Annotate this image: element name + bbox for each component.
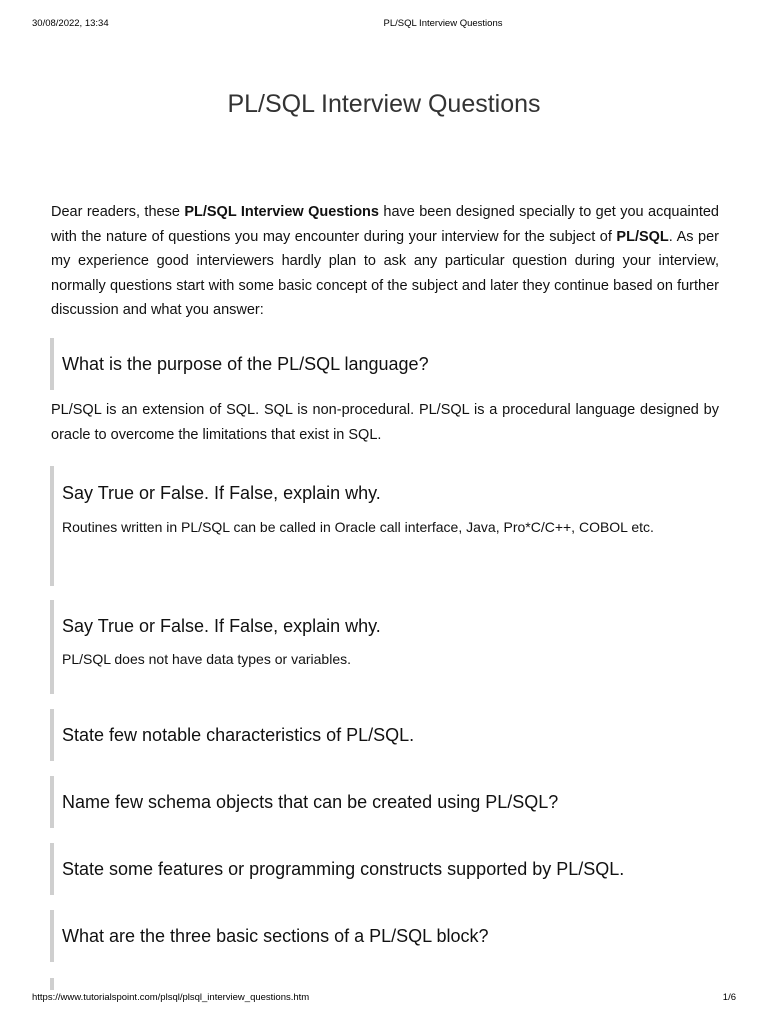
print-header — [0, 18, 768, 32]
question-text: Name few schema objects that can be created using PL/SQL? — [62, 792, 559, 812]
question-text: What are the three basic sections of a PL/SQL block? — [62, 926, 489, 946]
question-block — [50, 843, 720, 895]
intro-text-3: . As per my experience good interviewers hardly plan to ask any particular question during your interview, normally questions start with some basic concept of the subject and later they continue based on further discussion and what you answer: — [51, 228, 719, 318]
print-datetime: 30/08/2022, 13:34 — [32, 18, 109, 29]
question-statement: PL/SQL does not have data types or variables. — [62, 651, 351, 667]
print-doc-title: PL/SQL Interview Questions — [383, 18, 503, 29]
print-footer — [0, 992, 768, 1006]
question-text: What is the purpose of the PL/SQL language? — [62, 354, 429, 374]
print-url: https://www.tutorialspoint.com/plsql/plsql_interview_questions.htm — [32, 992, 310, 1003]
question-block-cutoff — [50, 978, 720, 990]
intro-bold-2: PL/SQL — [616, 228, 669, 245]
question-block — [50, 776, 720, 828]
question-text: State few notable characteristics of PL/SQL. — [62, 725, 415, 745]
intro-paragraph — [51, 200, 719, 323]
question-text: Say True or False. If False, explain why. — [62, 616, 381, 636]
page-title: PL/SQL Interview Questions — [227, 90, 541, 118]
question-block — [50, 338, 720, 390]
question-text: State some features or programming constructs supported by PL/SQL. — [62, 859, 625, 879]
page-number: 1/6 — [722, 992, 736, 1003]
question-block — [50, 600, 720, 694]
intro-text-2: have been designed specially to get you acquainted with the nature of questions you may encounter during your interview for the subject of — [51, 204, 719, 245]
question-block — [50, 910, 720, 962]
question-text: Say True or False. If False, explain why. — [62, 483, 381, 503]
question-statement: Routines written in PL/SQL can be called in Oracle call interface, Java, Pro*C/C++, COBOL etc. — [62, 519, 654, 535]
question-block — [50, 466, 720, 586]
intro-text-1: Dear readers, these — [51, 204, 185, 220]
answer-text: PL/SQL is an extension of SQL. SQL is non-procedural. PL/SQL is a procedural language designed by oracle to overcome the limitations that exist in SQL. — [51, 402, 719, 443]
intro-bold-1: PL/SQL Interview Questions — [184, 204, 379, 220]
question-block — [50, 709, 720, 761]
